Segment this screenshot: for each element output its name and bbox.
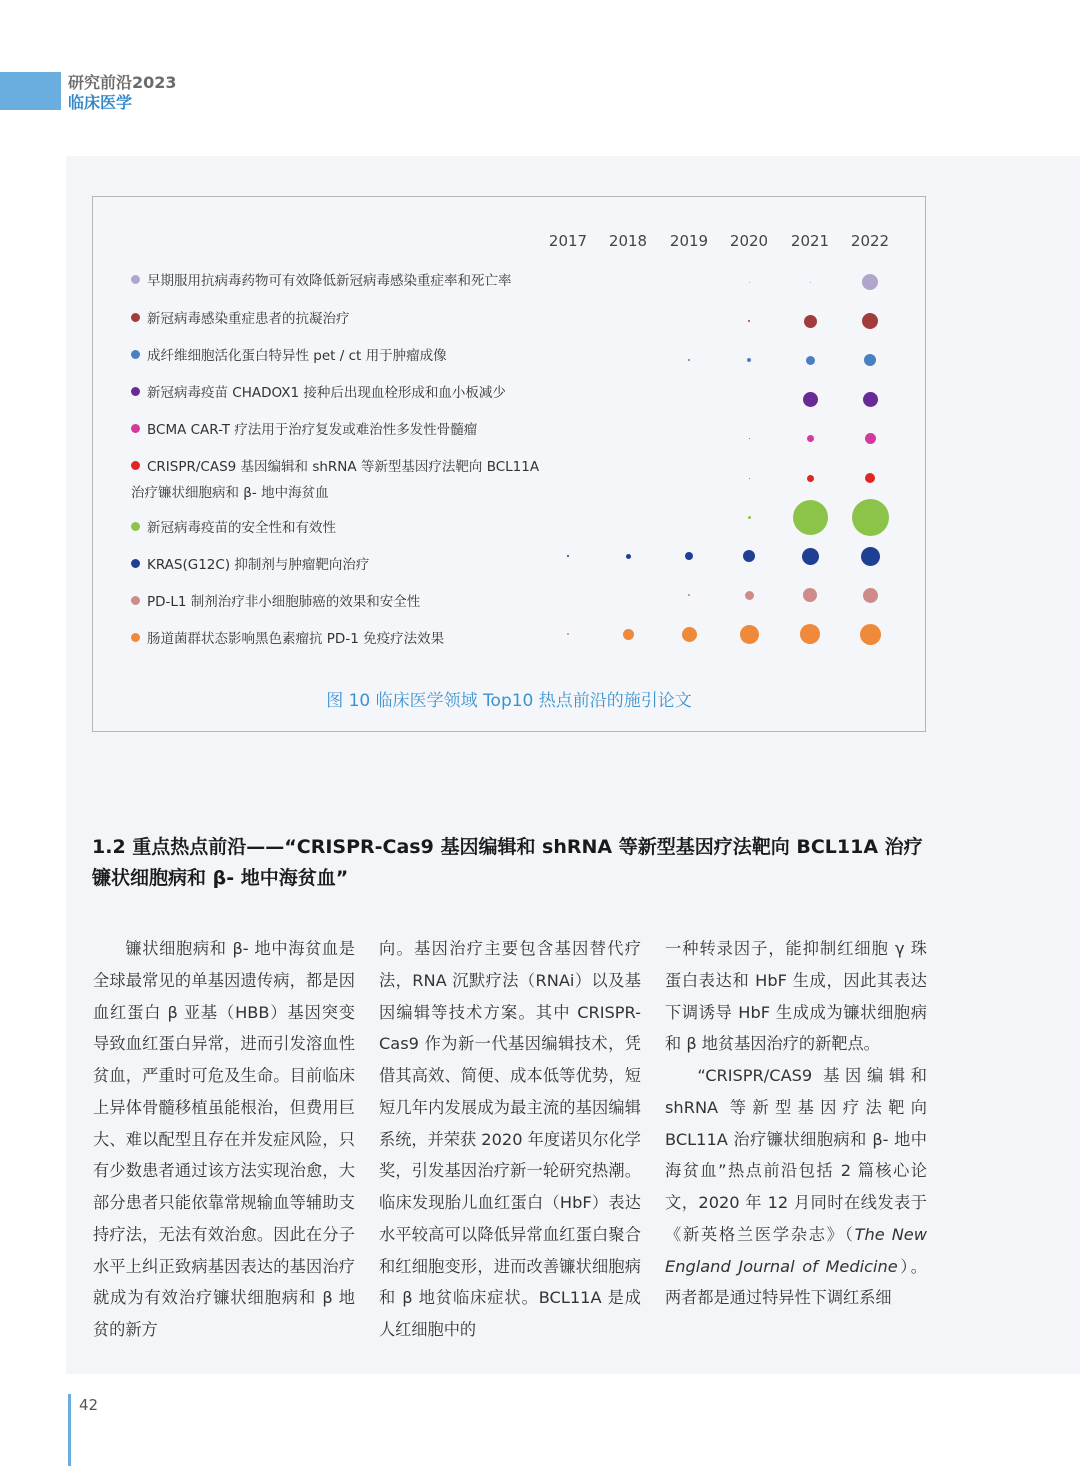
- row-label-text: 成纤维细胞活化蛋白特异性 pet / ct 用于肿瘤成像: [147, 348, 447, 364]
- paragraph: 向。基因治疗主要包含基因替代疗法，RNA 沉默疗法（RNAi）以及基因编辑等技术方案。其中 CRISPR-Cas9 作为新一代基因编辑技术，凭借其高效、简便、成本低等优势，短短几年内发展成为最主流的基因编辑系统，并荣获 2020 年度诺贝尔化学奖，引发基因治疗新一轮研究热潮。临床发现胎儿血红蛋白（HbF）表达水平较高可以降低异常血红蛋白聚合和红细胞变形，进而改善镰状细胞病和 β 地贫临床症状。BCL11A 是成人红细胞中的: [379, 939, 641, 1339]
- text-span: ）。两者都是通过特异性下调红系细: [665, 1256, 927, 1308]
- bubble: [626, 554, 631, 559]
- bubble: [682, 627, 697, 642]
- year-label-2022: 2022: [850, 232, 890, 250]
- year-label-2021: 2021: [790, 232, 830, 250]
- bubble: [864, 354, 876, 366]
- bubble: [862, 313, 878, 329]
- bubble: [567, 633, 569, 635]
- bubble: [807, 475, 814, 482]
- row-label: [131, 270, 512, 293]
- year-label-2019: 2019: [669, 232, 709, 250]
- row-label: [131, 628, 444, 651]
- bubble: [861, 547, 880, 566]
- bubble: [793, 500, 828, 535]
- legend-dot: [131, 387, 140, 396]
- row-label-text: BCMA CAR-T 疗法用于治疗复发或难治性多发性骨髓瘤: [147, 422, 478, 438]
- row-label: [131, 591, 420, 614]
- journal-name: The New England Journal of Medicine: [665, 1224, 928, 1276]
- row-label: [131, 456, 539, 479]
- bubble: [802, 548, 819, 565]
- row-label-text: 新冠病毒疫苗的安全性和有效性: [147, 520, 336, 536]
- paragraph: 一种转录因子，能抑制红细胞 γ 珠蛋白表达和 HbF 生成，因此其表达下调诱导 HbF 生成成为镰状细胞病和 β 地贫基因治疗的新靶点。: [665, 939, 927, 1054]
- bubble: [623, 629, 634, 640]
- text-span: “CRISPR/CAS9 基因编辑和 shRNA 等新型基因疗法靶向 BCL11A 治疗镰状细胞病和 β- 地中海贫血”热点前沿包括 2 篇核心论文，2020 年 12 月同时在线发表于《新英格兰医学杂志》（: [665, 1066, 927, 1244]
- legend-dot: [131, 461, 140, 470]
- page-number: 42: [79, 1396, 99, 1414]
- row-label-text: 肠道菌群状态影响黑色素瘤抗 PD-1 免疫疗法效果: [147, 631, 445, 647]
- header-series-title: 研究前沿2023: [68, 73, 177, 92]
- header-accent-bar: [0, 72, 61, 110]
- bubble: [743, 550, 755, 562]
- bubble: [862, 274, 878, 290]
- bubble: [860, 624, 881, 645]
- bubble: [807, 435, 814, 442]
- legend-dot: [131, 424, 140, 433]
- row-label: [131, 308, 350, 331]
- bubble: [804, 315, 817, 328]
- bubble: [688, 594, 690, 596]
- page-number-bar: [68, 1394, 71, 1466]
- legend-dot: [131, 559, 140, 568]
- bubble: [863, 588, 878, 603]
- row-label: [131, 345, 447, 368]
- bubble: [749, 478, 750, 479]
- year-label-2018: 2018: [608, 232, 648, 250]
- header-field: 临床医学: [68, 93, 133, 112]
- body-column-1: [93, 933, 355, 1346]
- row-label: [131, 554, 369, 577]
- bubble: [803, 392, 818, 407]
- year-label-2020: 2020: [729, 232, 769, 250]
- bubble: [865, 433, 876, 444]
- bubble: [688, 359, 690, 361]
- bubble: [863, 392, 878, 407]
- year-label-2017: 2017: [548, 232, 588, 250]
- body-column-3: [665, 933, 927, 1314]
- bubble: [685, 552, 693, 560]
- row-label: [131, 419, 477, 442]
- bubble: [865, 473, 875, 483]
- legend-dot: [131, 275, 140, 284]
- bubble: [748, 320, 750, 322]
- figure-caption: 图 10 临床医学领域 Top10 热点前沿的施引论文: [326, 691, 692, 711]
- row-label-text: 早期服用抗病毒药物可有效降低新冠病毒感染重症率和死亡率: [147, 273, 512, 289]
- row-label-text: CRISPR/CAS9 基因编辑和 shRNA 等新型基因疗法靶向 BCL11A: [147, 459, 540, 475]
- bubble: [740, 625, 759, 644]
- bubble: [567, 555, 569, 557]
- row-label: [131, 382, 506, 405]
- row-label-text: PD-L1 制剂治疗非小细胞肺癌的效果和安全性: [147, 594, 421, 610]
- legend-dot: [131, 633, 140, 642]
- bubble: [748, 516, 751, 519]
- legend-dot: [131, 596, 140, 605]
- section-heading: 1.2 重点热点前沿——“CRISPR-Cas9 基因编辑和 shRNA 等新型基因疗法靶向 BCL11A 治疗镰状细胞病和 β- 地中海贫血”: [92, 836, 923, 889]
- paragraph: [665, 1060, 927, 1314]
- row-label: [131, 517, 336, 540]
- paragraph: 镰状细胞病和 β- 地中海贫血是全球最常见的单基因遗传病，都是因血红蛋白 β 亚基（HBB）基因突变导致血红蛋白异常，进而引发溶血性贫血，严重时可危及生命。目前临床上异体骨髓移植虽能根治，但费用巨大、难以配型且存在并发症风险，只有少数患者通过该方法实现治愈，大部分患者只能依靠常规输血等辅助支持疗法，无法有效治愈。因此在分子水平上纠正致病基因表达的基因治疗就成为有效治疗镰状细胞病和 β 地贫的新方: [93, 939, 355, 1339]
- bubble: [800, 624, 820, 644]
- bubble: [749, 438, 750, 439]
- bubble: [852, 499, 889, 536]
- bubble: [806, 356, 815, 365]
- row-label-text: 新冠病毒疫苗 CHADOX1 接种后出现血栓形成和血小板减少: [147, 385, 506, 401]
- row-label-text: KRAS(G12C) 抑制剂与肿瘤靶向治疗: [147, 557, 370, 573]
- bubble: [803, 588, 817, 602]
- bubble: [747, 358, 751, 362]
- row-label-text: 新冠病毒感染重症患者的抗凝治疗: [147, 311, 350, 327]
- legend-dot: [131, 350, 140, 359]
- body-column-2: [379, 933, 641, 1346]
- legend-dot: [131, 522, 140, 531]
- row-label-line2: 治疗镰状细胞病和 β- 地中海贫血: [131, 485, 329, 501]
- bubble: [745, 591, 754, 600]
- legend-dot: [131, 313, 140, 322]
